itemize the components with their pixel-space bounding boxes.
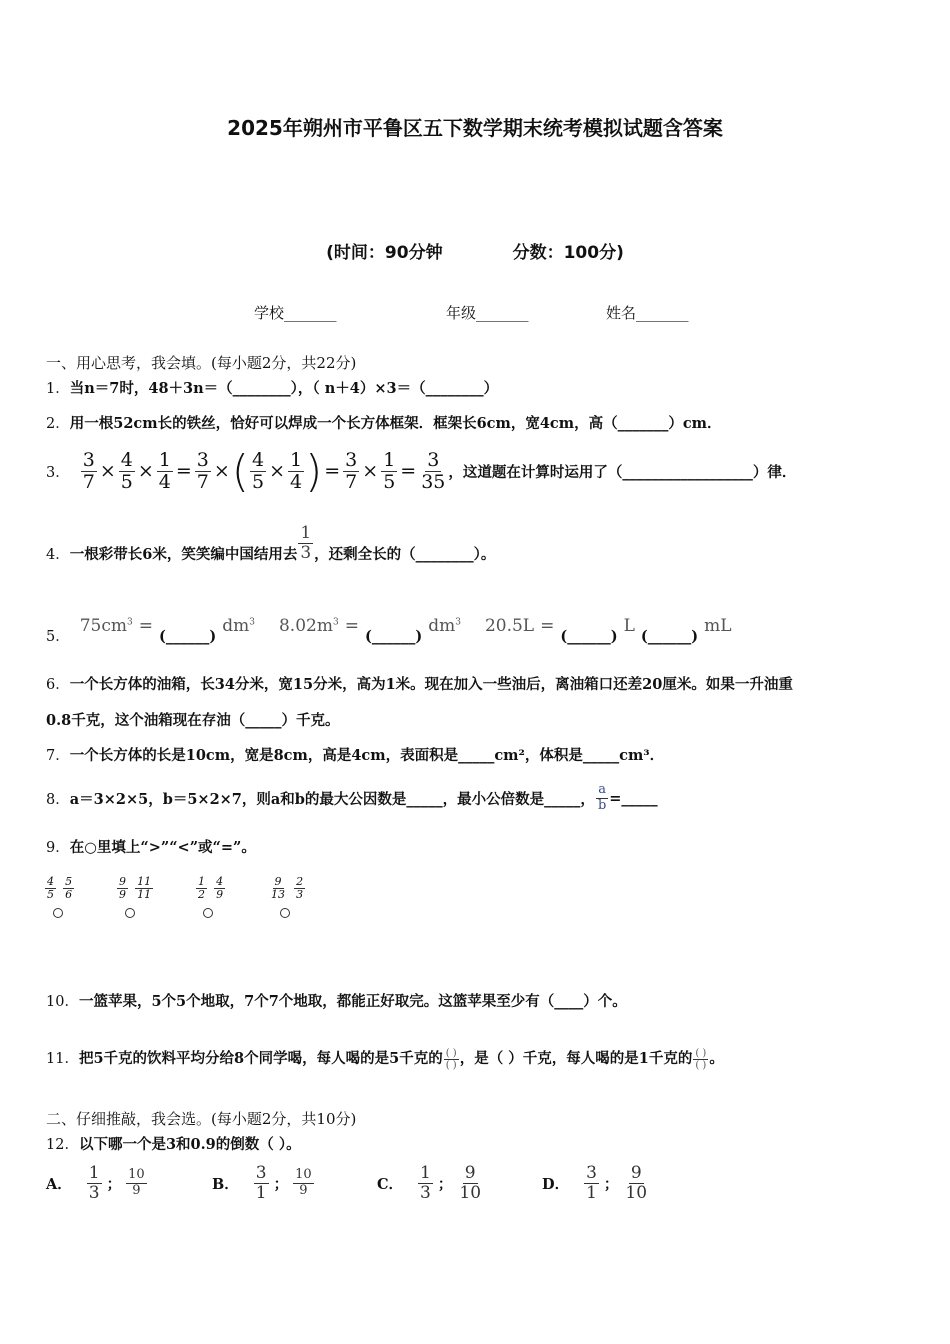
grade-field: 年级_______ [446,304,529,322]
question-9 [46,836,256,857]
question-text: 把5千克的饮料平均分给8个同学喝，每人喝的是5千克的 [78,1050,443,1067]
question-text-2: =_____ [609,789,658,807]
value-2: $8.02m^3$ [278,616,339,636]
compare-pair-2 [116,876,154,901]
fraction: $\frac{3}{1}$ [255,1163,267,1203]
question-text: 在○里填上“>”“<”或“=”。 [69,839,256,856]
question-number: 1． [46,381,70,397]
question-number: 12． [46,1137,79,1153]
option-a[interactable] [46,1164,148,1202]
question-12 [46,1133,301,1154]
question-number: 8． [46,791,70,808]
right-paren: ) [305,445,323,497]
value-3: 20.5L [484,616,535,636]
question-4 [46,522,496,578]
question-number: 9． [46,840,70,856]
times-sign: × [213,460,230,482]
equals-sign: = [324,460,341,482]
fraction: $\frac{10}{9}$ [128,1167,145,1198]
exam-title: 2025年朔州市平鲁区五下数学期末统考模拟试题含答案 [227,116,723,140]
question-number: 7． [46,748,70,764]
separator: ； [437,1175,453,1193]
unit-l: L [623,616,635,636]
value-1: $75cm^3$ [79,616,133,636]
times-sign: × [99,460,116,482]
unit-conversions [79,616,732,645]
compare-circle[interactable] [125,908,135,918]
fraction-a-over-b: $\frac{a}{b}$ [597,782,607,813]
fraction: $\frac{3}{1}$ [586,1163,597,1203]
equals-sign: = [138,616,153,636]
question-text: ，这道题在计算时运用了（__________________）律． [448,463,797,481]
times-sign: × [269,460,285,482]
question-text: 用一根52cm长的铁丝，恰好可以焊成一个长方体框架．框架长6cm，宽4cm，高（_______）cm． [69,415,722,432]
blank-1: (______) [159,628,217,645]
name-field: 姓名_______ [606,304,689,322]
question-1 [46,377,498,398]
fraction: $\frac{9}{10}$ [625,1163,648,1203]
section-2-heading: 二、仔细推敲，我会选。(每小题2分，共10分) [46,1110,357,1128]
question-10 [46,990,627,1011]
question-number: 2． [46,416,70,432]
section-1-heading: 一、用心思考，我会填。(每小题2分，共22分) [46,354,357,372]
separator: ； [603,1175,619,1193]
compare-pair-4 [268,876,306,901]
fraction: $\frac{1}{3}$ [88,1163,100,1203]
separator: ； [273,1175,289,1193]
question-text: 以下哪一个是3和0.9的倒数（ ）。 [78,1136,301,1153]
compare-circle[interactable] [203,908,213,918]
compare-pair-1 [44,876,75,901]
fraction: $\frac{3}{7}$ [196,448,209,493]
equals-sign: = [175,460,192,482]
unit-ml: mL [704,616,732,636]
fraction: $\frac{3}{7}$ [82,448,95,493]
fraction: $\frac{3}{7}$ [345,448,358,493]
equals-sign: = [400,460,417,482]
fraction: $\frac{3}{35}$ [421,448,446,493]
fraction: $\frac{9}{10}$ [459,1163,482,1203]
exam-subtitle [0,238,950,263]
option-label: A． [46,1175,72,1193]
option-label: D． [542,1175,570,1193]
question-number: 4． [46,546,70,563]
compare-pair-3 [195,876,226,901]
question-number: 10． [46,994,79,1010]
times-sign: × [362,460,379,482]
question-text: 当n＝7时，48＋3n＝（________），（ n＋4）×3＝（________） [69,380,499,397]
fraction: $\frac{1}{3}$ [420,1163,431,1203]
fraction: $\frac{1}{4}$ [158,448,171,493]
fraction: $\frac{4}{5}$ [120,448,133,493]
fraction: $\frac{4}{5}$ [47,875,54,902]
question-6-line-2: 0.8千克，这个油箱现在存油（_____）千克。 [46,712,340,729]
fraction: $\frac{1}{3}$ [300,522,312,563]
fraction: $\frac{10}{9}$ [295,1167,312,1198]
unit-dm: $dm^3$ [428,616,461,636]
question-number: 5． [46,629,70,645]
option-label: B． [212,1175,239,1193]
blank-4: (______) [640,628,699,645]
fraction: $\frac{4}{9}$ [216,875,224,902]
question-text: 一个长方体的油箱，长34分米，宽15分米，高为1米。现在加入一些油后，离油箱口还差20厘米。如果一升油重 [69,676,793,693]
blank-3: (______) [560,628,618,645]
question-text: 一个长方体的长是10cm，宽是8cm，高是4cm，表面积是_____cm²，体积是_____cm³． [69,747,665,764]
option-c[interactable] [377,1164,484,1202]
equals-sign: = [540,616,555,636]
question-text: 一根彩带长6米，笑笑编中国结用去 [69,545,298,563]
blank-2: (______) [364,628,423,645]
fraction: $\frac{2}{3}$ [296,875,304,902]
school-field: 学校_______ [254,304,337,322]
total-score: 分数：100分) [512,243,624,263]
question-11 [46,1024,724,1071]
fraction: $\frac{1}{5}$ [383,448,396,493]
compare-circle[interactable] [53,908,63,918]
question-2 [46,412,722,433]
option-d[interactable] [542,1164,650,1202]
question-number: 6． [46,677,70,693]
compare-circle[interactable] [280,908,290,918]
question-3 [46,444,796,498]
option-label: C． [377,1175,404,1193]
question-7 [46,744,664,765]
time-limit: (时间：90分钟 [326,243,443,263]
question-text-3: 。 [709,1050,724,1067]
fraction: $\frac{11}{11}$ [137,875,152,902]
question-text: a＝3×2×5，b＝5×2×7，则a和b的最大公因数是_____，最小公倍数是_____， [69,790,595,808]
fraction: $\frac{1}{4}$ [289,448,303,493]
question-8 [46,780,658,816]
question-5 [46,610,732,646]
question-number: 11． [46,1051,79,1067]
question-text-2: ，是（ ）千克，每人喝的是1千克的 [459,1050,693,1067]
fraction: $\frac{1}{2}$ [198,875,205,902]
fraction: $\frac{9}{13}$ [271,875,285,902]
separator: ； [106,1175,122,1193]
left-paren: ( [231,445,249,497]
fraction: $\frac{9}{9}$ [119,875,126,902]
unit-dm: $dm^3$ [222,616,255,636]
fraction-blank: $\frac{( )}{( )}$ [695,1048,707,1071]
times-sign: × [137,460,154,482]
fraction: $\frac{4}{5}$ [251,448,265,493]
equals-sign: = [344,616,359,636]
fraction-blank: $\frac{( )}{( )}$ [445,1048,457,1071]
question-6-line-1 [46,673,793,694]
question-text: 一篮苹果，5个5个地取，7个7个地取，都能正好取完。这篮苹果至少有（____）个。 [78,993,627,1010]
question-number: 3． [46,464,70,481]
question-text-2: ，还剩全长的（________）。 [314,545,496,563]
fraction: $\frac{5}{6}$ [65,875,73,902]
option-b[interactable] [212,1164,315,1202]
